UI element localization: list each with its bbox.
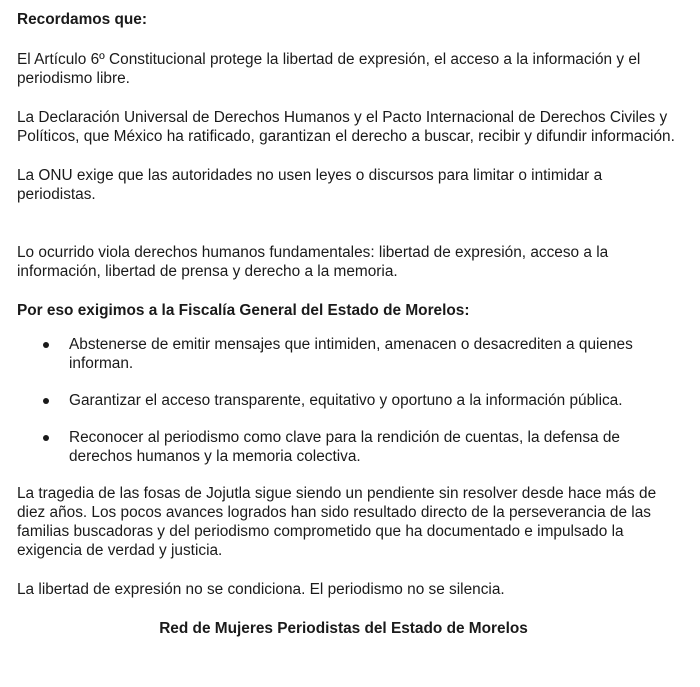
signature: Red de Mujeres Periodistas del Estado de Morelos bbox=[159, 620, 528, 637]
bullet-icon bbox=[43, 435, 49, 441]
demand-text: Reconocer al periodismo como clave para la rendición de cuentas, la defensa de derechos humanos y la memoria colectiva. bbox=[69, 429, 620, 465]
bullet-icon bbox=[43, 398, 49, 404]
paragraph-libertad-expresion: La libertad de expresión no se condiciona. El periodismo no se silencia. bbox=[17, 581, 505, 598]
paragraph-onu: La ONU exige que las autoridades no usen leyes o discursos para limitar o intimidar a periodistas. bbox=[17, 167, 603, 203]
demands-list bbox=[17, 335, 676, 466]
demand-item bbox=[17, 391, 676, 410]
paragraph-articulo-6: El Artículo 6º Constitucional protege la libertad de expresión, el acceso a la información y el periodismo libre. bbox=[17, 51, 641, 87]
paragraph-fosas-jojutla: La tragedia de las fosas de Jojutla sigue siendo un pendiente sin resolver desde hace más de diez años. Los pocos avances logrados han sido resultado directo de la perseverancia de las familias buscadoras y del periodismo comprometido que ha documentado e impulsado la exigencia de verdad y justicia. bbox=[17, 485, 657, 559]
demand-text: Abstenerse de emitir mensajes que intimiden, amenacen o desacrediten a quienes informan. bbox=[69, 336, 633, 372]
demand-item bbox=[17, 428, 676, 466]
bullet-icon bbox=[43, 342, 49, 348]
demand-item bbox=[17, 335, 676, 373]
paragraph-declaracion-universal: La Declaración Universal de Derechos Humanos y el Pacto Internacional de Derechos Civiles y Políticos, que México ha ratificado, garantizan el derecho a buscar, recibir y difundir información. bbox=[17, 109, 675, 145]
demand-text: Garantizar el acceso transparente, equitativo y oportuno a la información pública. bbox=[69, 392, 623, 409]
heading-recordamos: Recordamos que: bbox=[17, 11, 147, 28]
paragraph-derechos-violados: Lo ocurrido viola derechos humanos fundamentales: libertad de expresión, acceso a la información, libertad de prensa y derecho a la memoria. bbox=[17, 244, 609, 280]
heading-exigencias: Por eso exigimos a la Fiscalía General del Estado de Morelos: bbox=[17, 302, 470, 319]
